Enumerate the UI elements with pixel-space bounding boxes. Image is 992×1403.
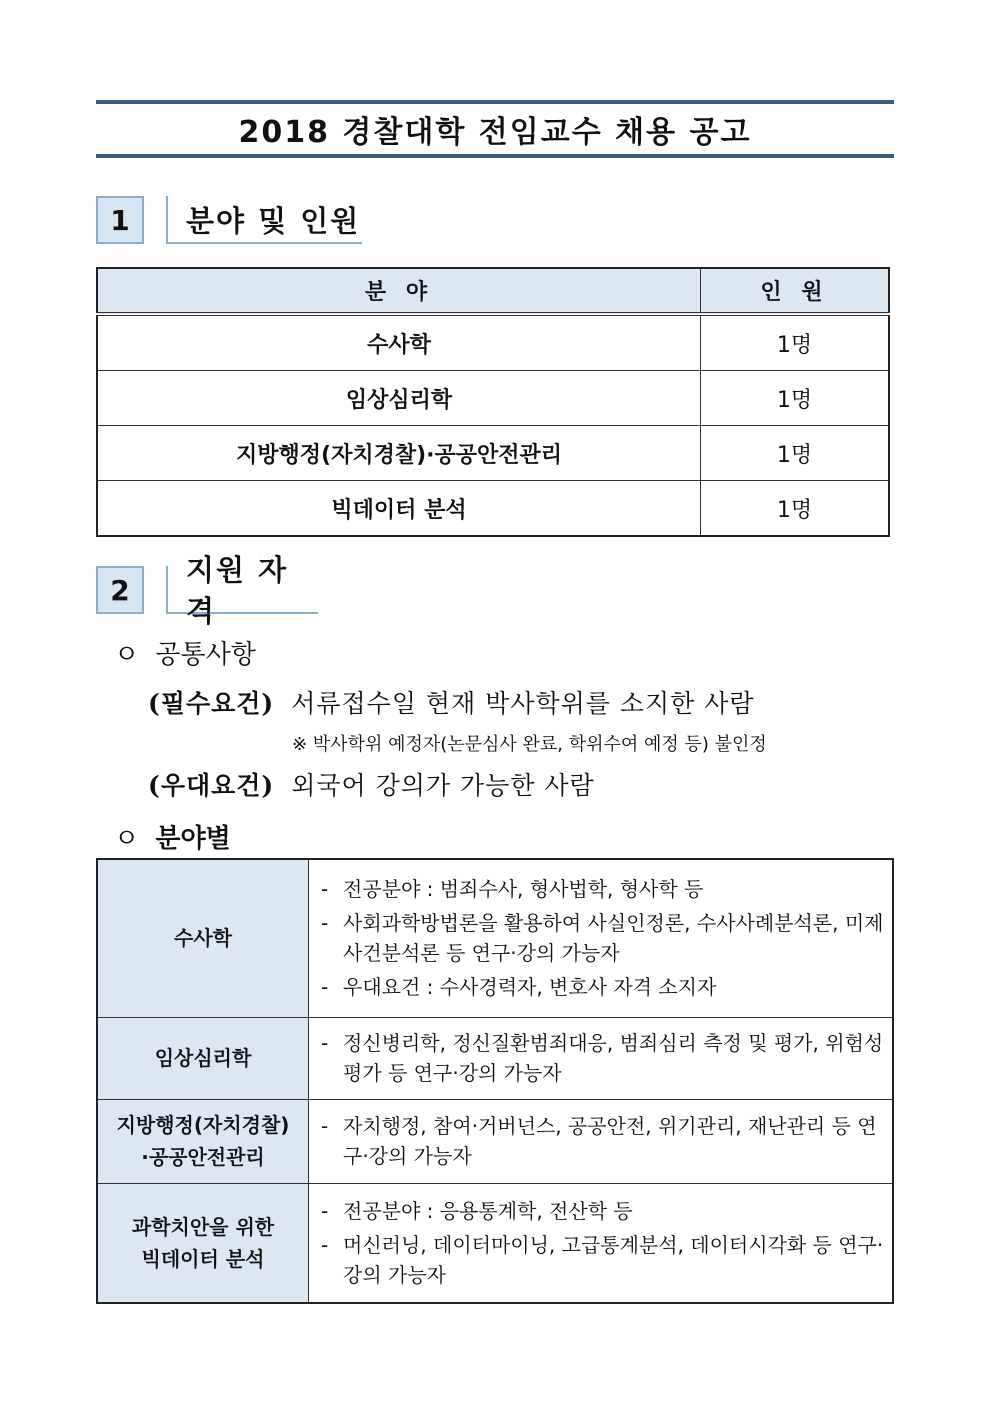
field-cell	[97, 1099, 309, 1183]
document-title: 2018 경찰대학 전임교수 채용 공고	[238, 115, 752, 150]
required-text: 서류접수일 현재 박사학위를 소지한 사람	[291, 689, 755, 718]
description-cell	[309, 859, 894, 1017]
field-cell: 빅데이터 분석	[97, 481, 701, 537]
preferred-line	[148, 766, 595, 802]
table-row	[97, 314, 889, 371]
header-count: 인 원	[701, 268, 890, 314]
description-cell	[309, 1183, 894, 1303]
table-row	[97, 1099, 893, 1183]
required-line	[148, 684, 755, 720]
count-cell: 1명	[701, 481, 890, 537]
preferred-text: 외국어 강의가 가능한 사람	[291, 771, 595, 800]
table-row	[97, 371, 889, 426]
document-title-bar	[96, 100, 894, 158]
by-field-heading-text: 분야별	[155, 824, 231, 854]
field-line: 임상심리학	[154, 1046, 252, 1070]
dash-marker: -	[321, 1031, 329, 1055]
table-row	[97, 859, 893, 1017]
field-cell	[97, 1183, 309, 1303]
section-1-heading: 분야 및 인원	[166, 196, 362, 244]
dash-marker: -	[321, 1198, 329, 1223]
list-item: - 정신병리학, 정신질환범죄대응, 범죄심리 측정 및 평가, 위험성평가 등 연구·강의 가능자	[321, 1028, 884, 1088]
field-cell	[97, 859, 309, 1017]
count-cell: 1명	[701, 426, 890, 481]
section-2-heading: 지원 자격	[166, 566, 318, 614]
field-line: 빅데이터 분석	[141, 1246, 265, 1271]
field-line: 과학치안을 위한	[131, 1214, 275, 1239]
required-label: (필수요건)	[148, 689, 275, 718]
common-heading-text: 공통사항	[155, 640, 256, 670]
table-row	[97, 1017, 893, 1099]
dash-marker: -	[321, 877, 329, 902]
bullet-icon: ㅇ	[114, 640, 140, 670]
description-cell	[309, 1017, 894, 1099]
field-line: ·공공안전관리	[141, 1145, 265, 1169]
section-2-number: 2	[96, 566, 144, 614]
count-cell: 1명	[701, 314, 890, 371]
dash-marker: -	[321, 1232, 329, 1257]
preferred-label: (우대요건)	[148, 771, 275, 800]
list-item: - 우대요건 : 수사경력자, 변호사 자격 소지자	[321, 972, 884, 1002]
qualifications-table	[96, 858, 894, 1304]
dash-marker: -	[321, 975, 329, 1000]
field-cell	[97, 1017, 309, 1099]
common-heading	[114, 634, 256, 671]
list-item: - 사회과학방법론을 활용하여 사실인정론, 수사사례분석론, 미제사건분석론 등 연구·강의 가능자	[321, 908, 884, 968]
field-cell: 임상심리학	[97, 371, 701, 426]
table-row	[97, 426, 889, 481]
field-line: 수사학	[174, 926, 232, 951]
description-cell	[309, 1099, 894, 1183]
positions-table	[96, 267, 890, 537]
section-1-number: 1	[96, 196, 144, 244]
list-item: - 자치행정, 참여·거버넌스, 공공안전, 위기관리, 재난관리 등 연구·강의 가능자	[321, 1111, 884, 1171]
list-item: - 전공분야 : 범죄수사, 형사법학, 형사학 등	[321, 874, 884, 904]
field-cell: 지방행정(자치경찰)·공공안전관리	[97, 426, 701, 481]
table-row	[97, 481, 889, 537]
dash-marker: -	[321, 1114, 329, 1138]
by-field-heading	[114, 818, 231, 855]
list-item: - 전공분야 : 응용통계학, 전산학 등	[321, 1196, 884, 1226]
list-item: - 머신러닝, 데이터마이닝, 고급통계분석, 데이터시각화 등 연구·강의 가능자	[321, 1230, 884, 1290]
table-row	[97, 1183, 893, 1303]
dash-marker: -	[321, 911, 329, 936]
field-line: 지방행정(자치경찰)	[116, 1113, 290, 1137]
field-cell: 수사학	[97, 314, 701, 371]
required-note: ※ 박사학위 예정자(논문심사 완료, 학위수여 예정 등) 불인정	[292, 734, 767, 755]
header-field: 분 야	[97, 268, 701, 314]
count-cell: 1명	[701, 371, 890, 426]
table-header-row	[97, 268, 889, 314]
bullet-icon: ㅇ	[114, 824, 140, 854]
